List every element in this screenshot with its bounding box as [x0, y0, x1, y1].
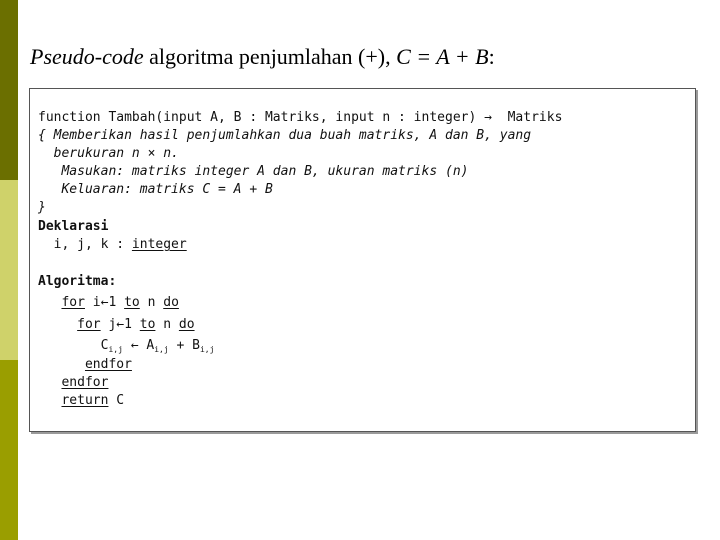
title-colon: : [488, 44, 495, 69]
kw-to: to [124, 295, 140, 310]
assignment-line: $C_{i,j}$ ← $A_{i,j} + B_{i,j}$ [100, 338, 215, 354]
title-italic: Pseudo-code [30, 44, 144, 69]
return-line: return C [61, 393, 125, 408]
comment-line-2: berukuran n × n. [38, 146, 179, 161]
title-text: algoritma penjumlahan (+), [143, 44, 397, 69]
slide-title [30, 44, 710, 70]
for-j-line: for j←1 to n do [77, 317, 195, 332]
decl-type: integer [131, 237, 187, 252]
function-signature [38, 110, 562, 126]
kw-do: do [163, 295, 179, 310]
title-formula: C = A + B [396, 44, 489, 69]
kw-to-inner: to [139, 317, 156, 332]
endfor-outer-line [38, 375, 108, 391]
return-arrow: → [484, 110, 492, 125]
comment-line-3: Masukan: matriks integer A dan B, ukuran matriks (n) [38, 164, 469, 179]
pseudocode-box [29, 88, 696, 432]
comment-close: } [38, 200, 46, 215]
kw-endfor-inner: endfor [84, 357, 132, 372]
comment-line-1: { Memberikan hasil penjumlahkan dua buah matriks, A dan B, yang [38, 128, 532, 143]
sidebar-stripe-olive [0, 360, 18, 540]
kw-for: for [61, 295, 85, 310]
kw-return: return [61, 393, 109, 408]
kw-for-inner: for [77, 317, 101, 332]
endfor-inner-line [38, 357, 132, 373]
deklarasi-heading: Deklarasi [38, 219, 109, 234]
kw-do-inner: do [178, 317, 195, 332]
algoritma-heading: Algoritma: [38, 274, 117, 289]
comment-line-4: Keluaran: matriks C = A + B [38, 182, 273, 197]
declaration-line [38, 237, 187, 253]
sidebar-stripe-dark [0, 0, 18, 180]
signature-return: Matriks [491, 110, 563, 125]
sidebar-stripe-light [0, 180, 18, 360]
kw-endfor-outer: endfor [61, 375, 109, 390]
signature-prefix: function Tambah(input A, B : Matriks, input n : integer) [38, 110, 485, 125]
decl-vars: i, j, k : [38, 237, 132, 252]
for-i-line: for i←1 to n do [61, 295, 179, 310]
sidebar-stripe [0, 0, 18, 540]
